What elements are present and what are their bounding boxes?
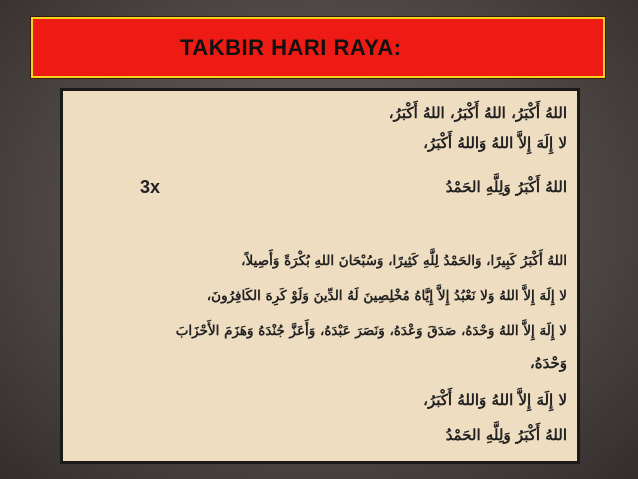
slide-title-bar	[31, 17, 605, 78]
takbir-line-6: لا إِلَهَ إِلاَّ اللهُ وَحْدَهُ، صَدَقَ وَعْدَهُ، وَنَصَرَ عَبْدَهُ، وَأَعَزَّ جُنْدَهُ وَهَزَمَ الأَحْزَابَ	[175, 323, 567, 339]
takbir-line-8: لا إِلَهَ إِلاَّ اللهُ وَاللهُ أَكْبَرُ،	[423, 391, 567, 409]
slide-title: TAKBIR HARI RAYA:	[180, 34, 402, 60]
takbir-line-7: وَحْدَهُ،	[529, 354, 567, 372]
repeat-count-label: 3x	[140, 177, 161, 197]
takbir-line-3: اللهُ أَكْبَرُ وَلِلَّهِ الحَمْدُ	[445, 178, 567, 196]
takbir-line-9: اللهُ أَكْبَرُ وَلِلَّهِ الحَمْدُ	[445, 426, 567, 444]
takbir-line-1: اللهُ أَكْبَرُ، اللهُ أَكْبَرُ، اللهُ أَكْبَرُ،	[388, 104, 567, 122]
takbir-line-2: لا إِلَهَ إِلاَّ اللهُ وَاللهُ أَكْبَرُ،	[423, 134, 567, 152]
takbir-text-panel	[60, 88, 580, 464]
takbir-line-4: اللهُ أَكْبَرُ كَبِيرًا، وَالحَمْدُ لِلَّهِ كَثِيرًا، وَسُبْحَانَ اللهِ بُكْرَةً وَأَصِيلاً،	[241, 253, 567, 269]
takbir-line-5: لا إِلَهَ إِلاَّ اللهُ وَلا نَعْبُدُ إِلاَّ إِيَّاهُ مُخْلِصِينَ لَهُ الدِّينَ وَلَوْ كَرِهَ الكَافِرُونَ،	[206, 288, 567, 304]
